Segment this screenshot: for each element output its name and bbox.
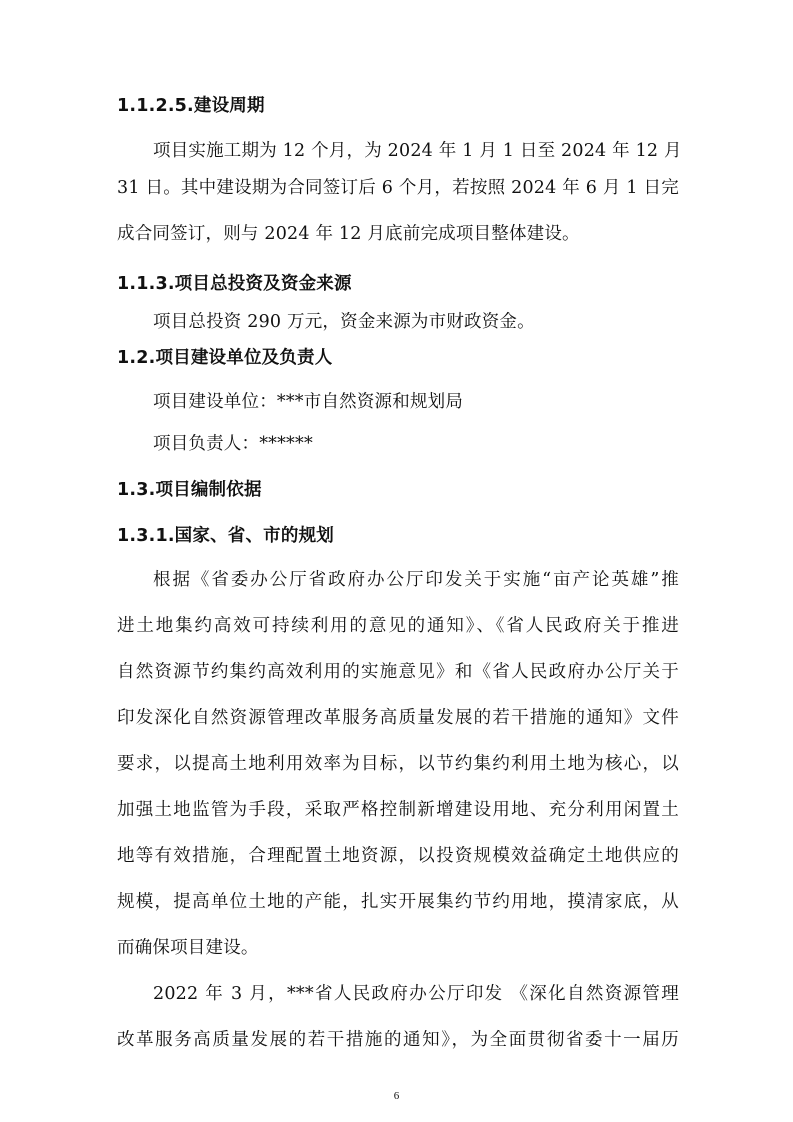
- paragraph-line: 改革服务高质量发展的若干措施的通知》，为全面贯彻省委十一届历: [117, 1030, 679, 1050]
- paragraph-line: 根据《省委办公厅省政府办公厅印发关于实施“亩产论英雄”推: [153, 570, 679, 590]
- paragraph-line: 而确保项目建设。: [117, 938, 259, 958]
- section-heading: 1.3.项目编制依据: [117, 480, 262, 500]
- paragraph-line: 项目负责人：******: [153, 434, 313, 454]
- paragraph-line: 成合同签订，则与 2024 年 12 月底前完成项目整体建设。: [117, 224, 580, 244]
- section-heading: 1.1.3.项目总投资及资金来源: [117, 274, 352, 294]
- paragraph-line: 规模，提高单位土地的产能，扎实开展集约节约用地，摸清家底，从: [117, 892, 679, 912]
- paragraph-line: 项目总投资 290 万元，资金来源为市财政资金。: [153, 312, 535, 332]
- page-number: 6: [393, 1090, 400, 1102]
- paragraph-line: 项目实施工期为 12 个月，为 2024 年 1 月 1 日至 2024 年 12 月: [153, 141, 682, 161]
- paragraph-line: 要求，以提高土地利用效率为目标，以节约集约利用土地为核心，以: [117, 754, 679, 774]
- paragraph-line: 项目建设单位：***市自然资源和规划局: [153, 392, 464, 412]
- section-heading: 1.2.项目建设单位及负责人: [117, 348, 333, 368]
- paragraph-line: 地等有效措施，合理配置土地资源，以投资规模效益确定土地供应的: [117, 846, 679, 866]
- paragraph-line: 自然资源节约集约高效利用的实施意见》和《省人民政府办公厅关于: [117, 662, 679, 682]
- section-heading: 1.1.2.5.建设周期: [117, 96, 265, 116]
- section-heading: 1.3.1.国家、省、市的规划: [117, 526, 334, 546]
- paragraph-line: 印发深化自然资源管理改革服务高质量发展的若干措施的通知》文件: [117, 708, 679, 728]
- paragraph-line: 进土地集约高效可持续利用的意见的通知》、《省人民政府关于推进: [117, 616, 679, 636]
- paragraph-line: 31 日。其中建设期为合同签订后 6 个月，若按照 2024 年 6 月 1 日完: [117, 178, 679, 198]
- paragraph-line: 2022 年 3 月，***省人民政府办公厅印发 《深化自然资源管理: [153, 984, 679, 1004]
- paragraph-line: 加强土地监管为手段，采取严格控制新增建设用地、充分利用闲置土: [117, 800, 679, 820]
